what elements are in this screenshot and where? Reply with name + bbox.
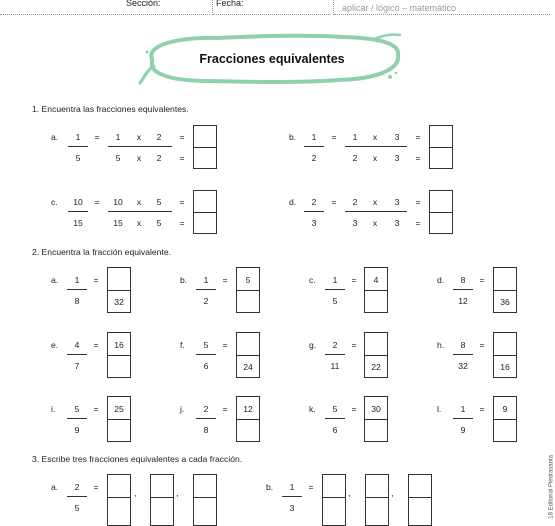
times-sign: x	[136, 218, 142, 228]
box-denominator: 24	[243, 362, 253, 372]
fraction-bar	[304, 146, 324, 147]
answer-box-divider	[365, 290, 387, 291]
exercise-3-instruction: 3. Escribe tres fracciones equivalentes a cada fracción.	[32, 454, 243, 464]
fraction-denominator: 3	[352, 218, 358, 228]
box-denominator: 16	[500, 362, 510, 372]
fraction-numerator: 5	[203, 340, 209, 350]
fraction-numerator: 1	[74, 275, 80, 285]
equals-sign: =	[94, 197, 100, 207]
answer-box[interactable]	[193, 125, 217, 169]
answer-box-divider	[323, 497, 345, 498]
answer-box[interactable]	[429, 190, 453, 234]
times-sign: x	[372, 218, 378, 228]
fraction-numerator: 1	[115, 132, 121, 142]
equals-sign: =	[351, 340, 357, 350]
fraction-bar	[453, 354, 473, 355]
equals-sign: =	[479, 340, 485, 350]
answer-box[interactable]	[365, 474, 389, 526]
fraction-denominator: 8	[203, 425, 209, 435]
header-subtitle: aplicar / lógico – matemático	[342, 3, 457, 13]
fraction-denominator: 15	[113, 218, 123, 228]
fraction-denominator: 5	[75, 153, 81, 163]
fraction-denominator: 5	[115, 153, 121, 163]
box-numerator: 30	[371, 404, 381, 414]
answer-box-divider	[194, 212, 216, 213]
fraction-bar	[304, 211, 324, 212]
answer-box-divider	[108, 355, 130, 356]
answer-box[interactable]	[193, 190, 217, 234]
item-letter: c.	[51, 197, 58, 207]
answer-box[interactable]	[408, 474, 432, 526]
fraction-numerator: 10	[113, 197, 123, 207]
answer-box[interactable]	[236, 267, 260, 313]
fraction-numerator: 1	[352, 132, 358, 142]
item-letter: l.	[437, 404, 442, 414]
item-letter: c.	[309, 275, 316, 285]
equals-sign: =	[93, 404, 99, 414]
box-numerator: 4	[373, 275, 379, 285]
answer-box[interactable]	[193, 474, 217, 526]
header-divider	[333, 0, 334, 15]
publisher-credit: 18 Editorial Piedrasanta	[549, 455, 555, 519]
box-denominator: 32	[114, 297, 124, 307]
fraction-numerator: 1	[332, 275, 338, 285]
worksheet-title: Fracciones equivalentes	[199, 52, 345, 66]
fraction-denominator: 3	[311, 218, 317, 228]
comma: ,	[391, 488, 394, 498]
comma: ,	[176, 488, 179, 498]
times-sign: x	[372, 197, 378, 207]
fraction-bar	[67, 418, 87, 419]
answer-box-divider	[237, 290, 259, 291]
fraction-numerator: 2	[352, 197, 358, 207]
answer-box-divider	[494, 290, 516, 291]
item-letter: g.	[309, 340, 317, 350]
title-banner	[138, 33, 406, 85]
fraction-bar	[67, 354, 87, 355]
answer-box-divider	[237, 355, 259, 356]
comma: ,	[348, 488, 351, 498]
item-letter: d.	[437, 275, 445, 285]
fraction-bar	[68, 146, 88, 147]
fraction-denominator: 2	[203, 296, 209, 306]
fraction-numerator: 5	[332, 404, 338, 414]
fraction-denominator: 12	[458, 296, 468, 306]
answer-box[interactable]	[107, 332, 131, 378]
equals-sign: =	[179, 132, 185, 142]
equals-sign: =	[331, 132, 337, 142]
box-numerator: 16	[114, 340, 124, 350]
exercise-1-instruction: 1. Encuentra las fracciones equivalentes.	[32, 104, 189, 114]
multiplier-numerator: 3	[394, 132, 400, 142]
item-letter: a.	[51, 482, 59, 492]
header-rule	[213, 14, 331, 15]
header-rule	[0, 14, 210, 15]
fraction-bar	[67, 496, 87, 497]
fraction-denominator: 11	[330, 361, 340, 371]
equals-sign: =	[179, 197, 185, 207]
fraction-numerator: 2	[203, 404, 209, 414]
item-letter: h.	[437, 340, 445, 350]
fraction-denominator: 3	[289, 503, 295, 513]
fraction-bar	[196, 289, 216, 290]
fraction-bar	[108, 211, 172, 212]
answer-box-divider	[365, 419, 387, 420]
fraction-denominator: 2	[352, 153, 358, 163]
fraction-bar	[345, 211, 407, 212]
item-letter: b.	[180, 275, 188, 285]
answer-box[interactable]	[236, 396, 260, 442]
answer-box-divider	[366, 497, 388, 498]
fraction-bar	[196, 354, 216, 355]
fraction-numerator: 1	[311, 132, 317, 142]
answer-box[interactable]	[364, 332, 388, 378]
fraction-bar	[453, 418, 473, 419]
fraction-denominator: 32	[458, 361, 468, 371]
fraction-denominator: 9	[460, 425, 466, 435]
answer-box[interactable]	[150, 474, 174, 526]
exercise-2-instruction: 2. Encuentra la fracción equivalente.	[32, 247, 172, 257]
fraction-numerator: 10	[73, 197, 83, 207]
fraction-denominator: 2	[311, 153, 317, 163]
answer-box[interactable]	[429, 125, 453, 169]
box-denominator: 36	[500, 297, 510, 307]
answer-box[interactable]	[493, 396, 517, 442]
equals-sign: =	[308, 482, 314, 492]
equals-sign: =	[351, 275, 357, 285]
answer-box-divider	[194, 497, 216, 498]
answer-box-divider	[494, 355, 516, 356]
fraction-denominator: 5	[74, 503, 80, 513]
date-label: Fecha:	[216, 0, 244, 8]
fraction-numerator: 4	[74, 340, 80, 350]
answer-box[interactable]	[107, 267, 131, 313]
times-sign: x	[136, 197, 142, 207]
equals-sign: =	[415, 153, 421, 163]
equals-sign: =	[179, 153, 185, 163]
fraction-bar	[196, 418, 216, 419]
fraction-numerator: 1	[75, 132, 81, 142]
answer-box-divider	[365, 355, 387, 356]
multiplier-numerator: 3	[394, 197, 400, 207]
fraction-numerator: 1	[289, 482, 295, 492]
answer-box[interactable]	[107, 474, 131, 526]
fraction-numerator: 1	[460, 404, 466, 414]
answer-box[interactable]	[322, 474, 346, 526]
item-letter: a.	[51, 132, 59, 142]
equals-sign: =	[331, 197, 337, 207]
multiplier-numerator: 2	[156, 132, 162, 142]
answer-box[interactable]	[493, 267, 517, 313]
equals-sign: =	[222, 340, 228, 350]
item-letter: f.	[180, 340, 185, 350]
answer-box-divider	[494, 419, 516, 420]
fraction-numerator: 2	[74, 482, 80, 492]
times-sign: x	[372, 153, 378, 163]
item-letter: b.	[266, 482, 274, 492]
fraction-bar	[325, 289, 345, 290]
equals-sign: =	[415, 132, 421, 142]
equals-sign: =	[351, 404, 357, 414]
fraction-denominator: 8	[74, 296, 80, 306]
item-letter: b.	[289, 132, 297, 142]
equals-sign: =	[415, 218, 421, 228]
comma: ,	[134, 488, 137, 498]
section-label: Sección:	[126, 0, 161, 8]
fraction-denominator: 15	[73, 218, 83, 228]
equals-sign: =	[222, 275, 228, 285]
fraction-denominator: 9	[74, 425, 80, 435]
multiplier-numerator: 5	[156, 197, 162, 207]
answer-box-divider	[237, 419, 259, 420]
equals-sign: =	[93, 340, 99, 350]
fraction-bar	[67, 289, 87, 290]
box-numerator: 25	[114, 404, 124, 414]
fraction-denominator: 6	[332, 425, 338, 435]
box-numerator: 5	[245, 275, 251, 285]
equals-sign: =	[93, 482, 99, 492]
header-divider	[212, 0, 213, 15]
fraction-denominator: 6	[203, 361, 209, 371]
fraction-bar	[108, 146, 172, 147]
multiplier-denominator: 3	[394, 218, 400, 228]
fraction-bar	[325, 418, 345, 419]
equals-sign: =	[179, 218, 185, 228]
times-sign: x	[372, 132, 378, 142]
item-letter: j.	[180, 404, 185, 414]
answer-box[interactable]	[493, 332, 517, 378]
answer-box[interactable]	[236, 332, 260, 378]
fraction-bar	[453, 289, 473, 290]
times-sign: x	[136, 153, 142, 163]
answer-box[interactable]	[107, 396, 131, 442]
item-letter: d.	[289, 197, 297, 207]
equals-sign: =	[479, 404, 485, 414]
equals-sign: =	[222, 404, 228, 414]
item-letter: k.	[309, 404, 316, 414]
answer-box-divider	[194, 147, 216, 148]
fraction-numerator: 1	[203, 275, 209, 285]
fraction-numerator: 8	[460, 340, 466, 350]
equals-sign: =	[479, 275, 485, 285]
answer-box[interactable]	[364, 267, 388, 313]
item-letter: a.	[51, 275, 59, 285]
fraction-numerator: 2	[332, 340, 338, 350]
multiplier-denominator: 5	[156, 218, 162, 228]
answer-box[interactable]	[364, 396, 388, 442]
answer-box-divider	[151, 497, 173, 498]
answer-box-divider	[409, 497, 431, 498]
box-numerator: 9	[502, 404, 508, 414]
equals-sign: =	[93, 275, 99, 285]
answer-box-divider	[108, 419, 130, 420]
item-letter: i.	[51, 404, 56, 414]
item-letter: e.	[51, 340, 59, 350]
header-rule	[334, 14, 550, 15]
fraction-bar	[68, 211, 88, 212]
box-numerator: 12	[243, 404, 253, 414]
times-sign: x	[136, 132, 142, 142]
fraction-bar	[282, 496, 302, 497]
answer-box-divider	[108, 290, 130, 291]
answer-box-divider	[108, 497, 130, 498]
multiplier-denominator: 3	[394, 153, 400, 163]
box-denominator: 22	[371, 362, 381, 372]
answer-box-divider	[430, 212, 452, 213]
fraction-numerator: 5	[74, 404, 80, 414]
fraction-bar	[345, 146, 407, 147]
fraction-numerator: 2	[311, 197, 317, 207]
answer-box-divider	[430, 147, 452, 148]
equals-sign: =	[415, 197, 421, 207]
fraction-bar	[325, 354, 345, 355]
fraction-denominator: 5	[332, 296, 338, 306]
multiplier-denominator: 2	[156, 153, 162, 163]
fraction-denominator: 7	[74, 361, 80, 371]
fraction-numerator: 8	[460, 275, 466, 285]
equals-sign: =	[94, 132, 100, 142]
